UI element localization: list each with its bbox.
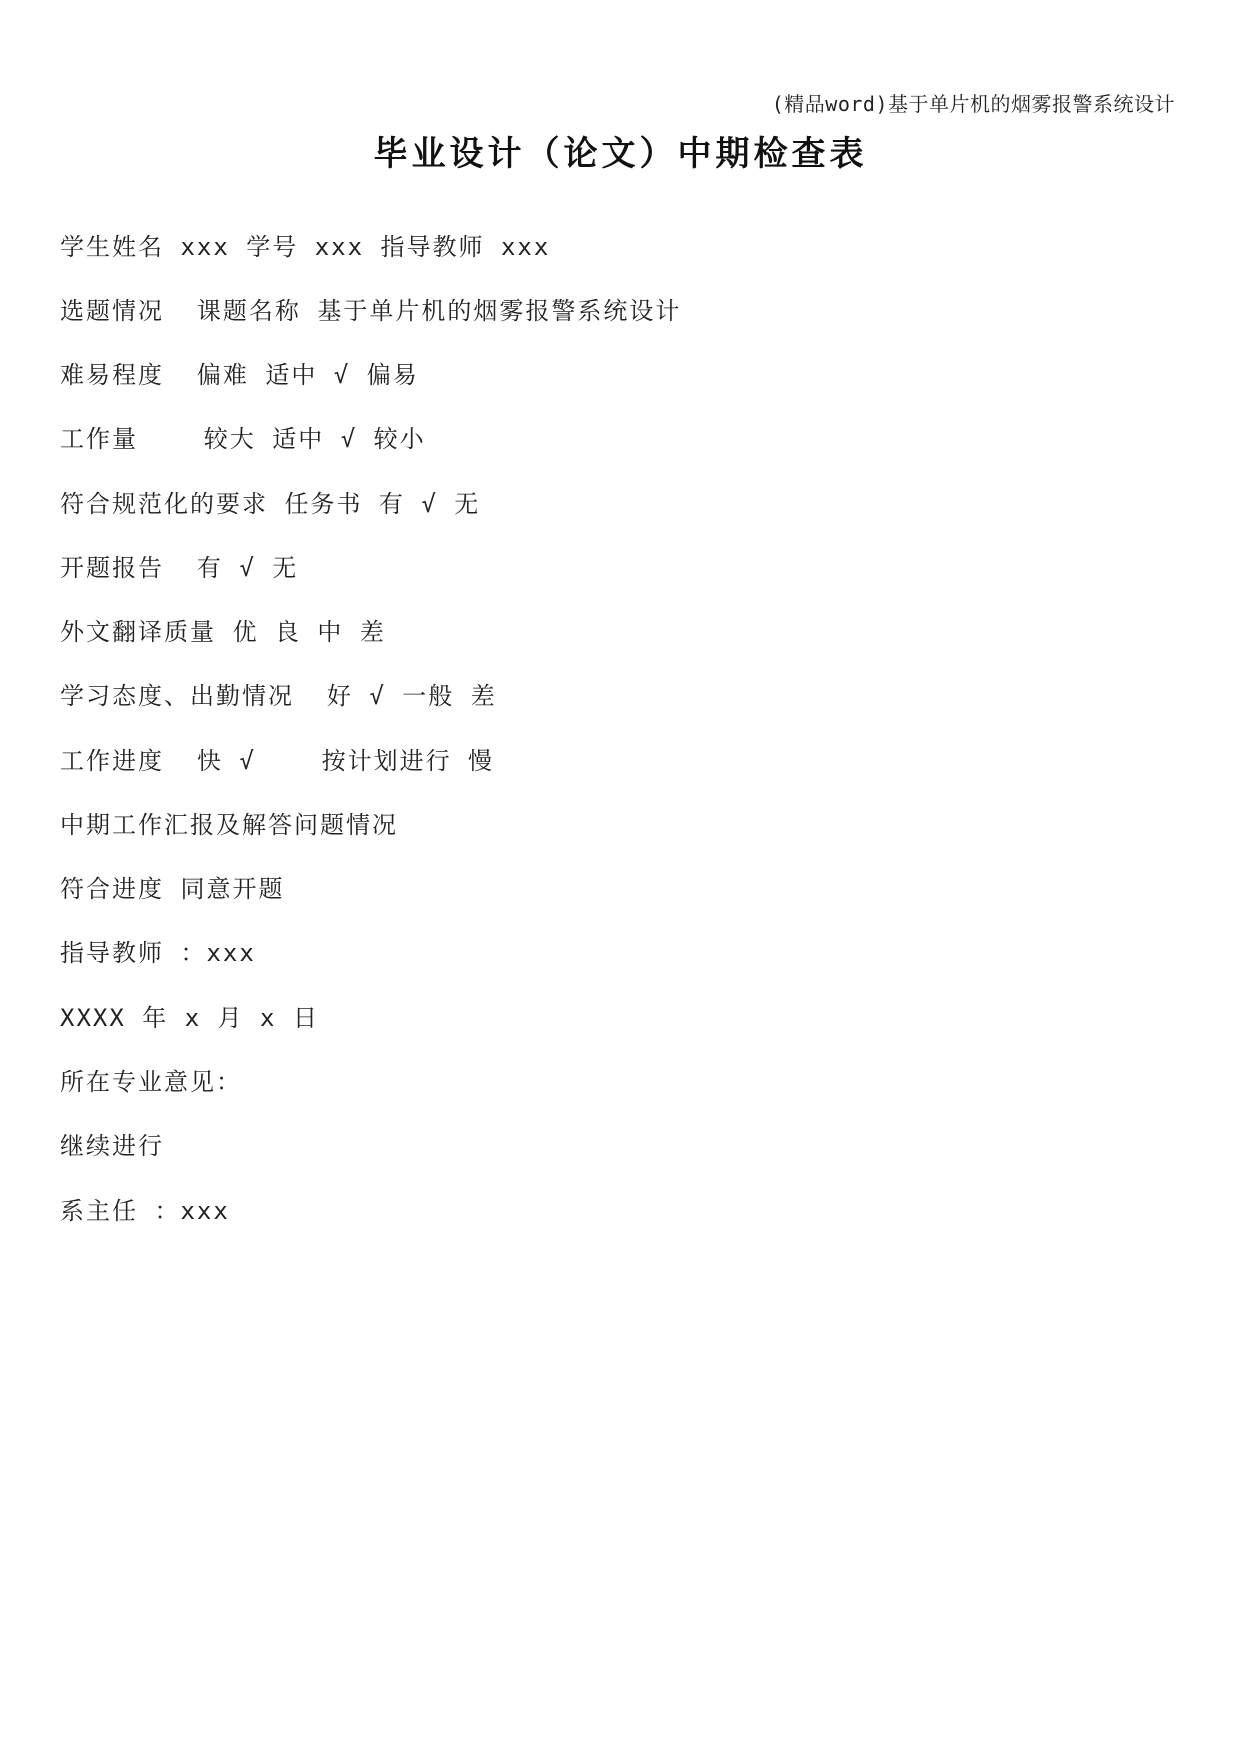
header-note: (精品word)基于单片机的烟雾报警系统设计 xyxy=(771,92,1175,116)
date-line: XXXX 年 x 月 x 日 xyxy=(60,1004,319,1032)
document-title: 毕业设计（论文）中期检查表 xyxy=(373,134,868,174)
student-info-line: 学生姓名 xxx 学号 xxx 指导教师 xxx xyxy=(60,233,551,261)
midterm-report-line: 中期工作汇报及解答问题情况 xyxy=(60,811,398,839)
standard-requirements-line: 符合规范化的要求 任务书 有 √ 无 xyxy=(60,490,481,518)
progress-opinion-line: 符合进度 同意开题 xyxy=(60,875,285,903)
workload-line: 工作量 较大 适中 √ 较小 xyxy=(60,425,426,453)
translation-quality-line: 外文翻译质量 优 良 中 差 xyxy=(60,618,386,646)
topic-line: 选题情况 课题名称 基于单片机的烟雾报警系统设计 xyxy=(60,297,682,325)
advisor-signature-line: 指导教师 ：xxx xyxy=(60,939,256,967)
attitude-attendance-line: 学习态度、出勤情况 好 √ 一般 差 xyxy=(60,682,497,710)
difficulty-line: 难易程度 偏难 适中 √ 偏易 xyxy=(60,361,419,389)
major-opinion-text: 继续进行 xyxy=(60,1132,164,1160)
major-opinion-label: 所在专业意见： xyxy=(60,1068,242,1096)
department-head-line: 系主任 ：xxx xyxy=(60,1197,230,1225)
work-progress-line: 工作进度 快 √ 按计划进行 慢 xyxy=(60,747,495,775)
proposal-report-line: 开题报告 有 √ 无 xyxy=(60,554,299,582)
